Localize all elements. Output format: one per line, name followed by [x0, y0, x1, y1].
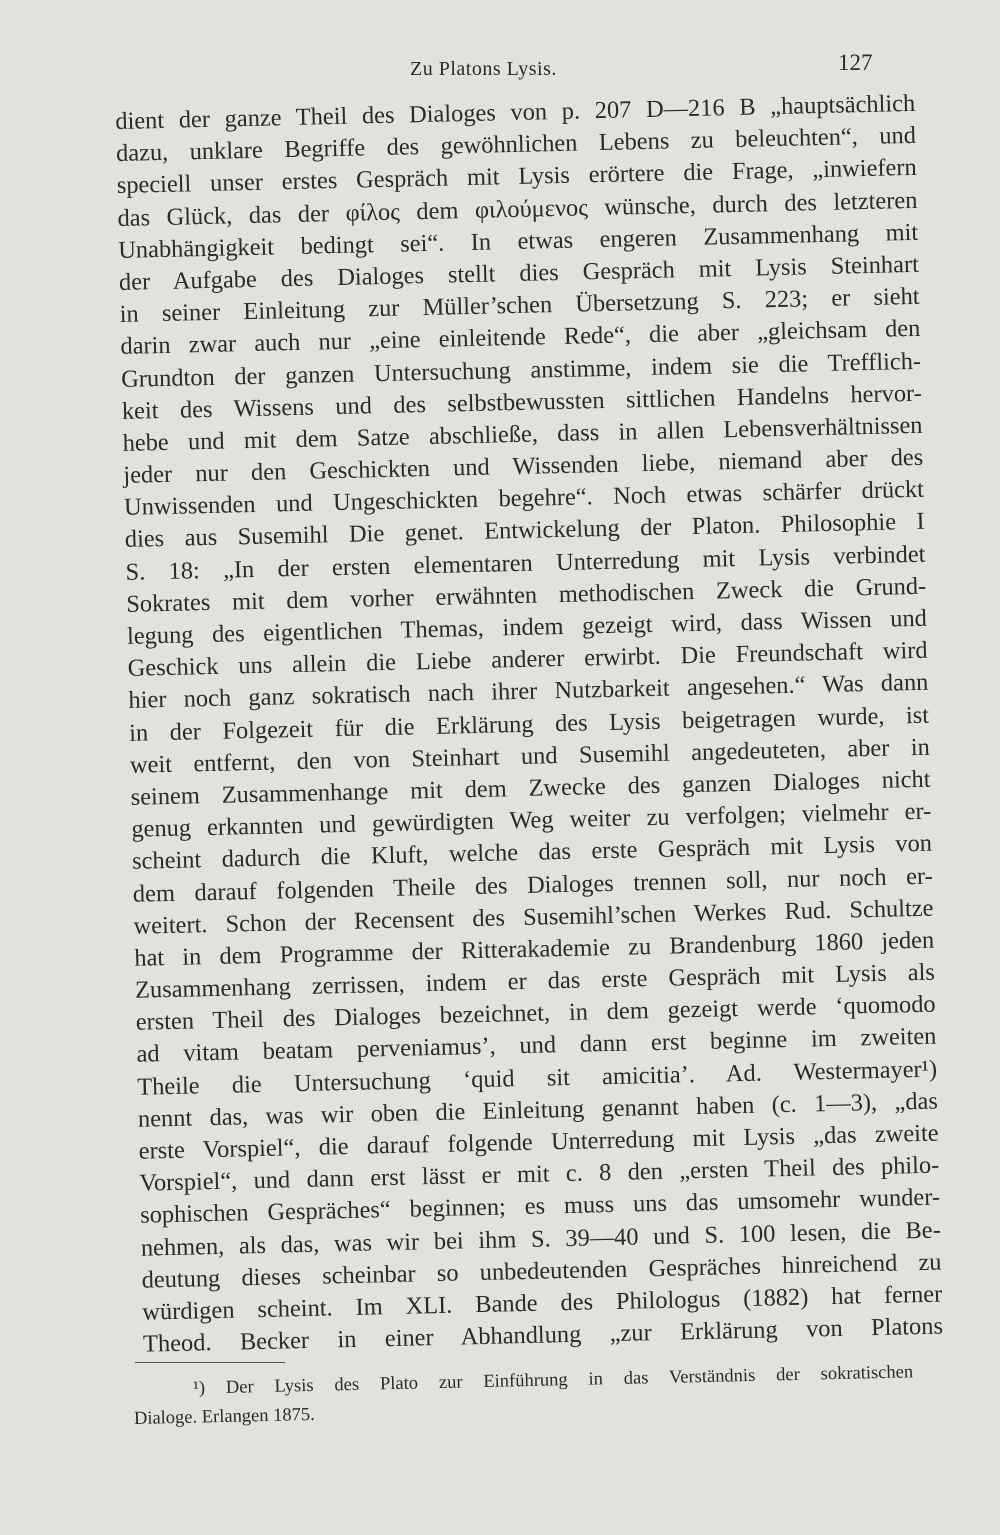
text-line: dient der ganze Theil des Dialoges von p. 207 D—216 B „hauptsächlich [115, 89, 916, 135]
text-line: jeder nur den Geschickten und Wissenden liebe, niemand aber des [123, 443, 924, 489]
text-line: Zusammenhang zerrissen, indem er das erste Gespräch mit Lysis als [134, 958, 936, 1004]
text-line: der Aufgabe des Dialoges stellt dies Gespräch mit Lysis Steinhart [118, 250, 920, 296]
page-header [0, 48, 1000, 88]
footnote-divider [135, 1362, 285, 1363]
footnote-line: Dialoge. Erlangen 1875. [133, 1404, 315, 1429]
text-line: nennt das, was wir oben die Einleitung genannt haben (c. 1—3), „das [137, 1087, 939, 1133]
text-line: würdigen scheint. Im XLI. Bande des Philologus (1882) hat ferner [142, 1280, 943, 1326]
text-line: S. 18: „In der ersten elementaren Unterredung mit Lysis verbindet [125, 540, 926, 586]
text-line: hat in dem Programme der Ritterakademie zu Brandenburg 1860 jeden [134, 926, 935, 972]
text-line: speciell unser erstes Gespräch mit Lysis erörtere die Frage, „inwiefern [116, 154, 917, 200]
page-number: 127 [838, 50, 873, 75]
text-line: Sokrates mit dem vorher erwähnten methodischen Zweck die Grund- [125, 572, 927, 618]
text-line: dazu, unklare Begriffe des gewöhnlichen Lebens zu beleuchten“, und [115, 122, 917, 168]
text-line: sophischen Gespräches“ beginnen; es muss uns das umsomehr wunder- [139, 1183, 941, 1230]
text-line: ersten Theil des Dialoges bezeichnet, in dem gezeigt werde ‘quomodo [135, 990, 936, 1037]
running-title: Zu Platons Lysis. [410, 58, 557, 80]
text-line: keit des Wissens und des selbstbewussten sittlichen Handelns hervor- [121, 379, 923, 425]
text-line: in der Folgezeit für die Erklärung des Lysis beigetragen wurde, ist [128, 701, 930, 747]
text-line: weitert. Schon der Recensent des Susemihl’schen Werkes Rud. Schultze [133, 894, 934, 940]
text-line: Vorspiel“, und dann erst lässt er mit c. 8 den „ersten Theil des philo- [139, 1151, 940, 1197]
text-line: Geschick uns allein die Liebe anderer erwirbt. Die Freundschaft wird [127, 636, 928, 683]
text-line: ad vitam beatam perveniamus’, und dann erst beginne im zweiten [136, 1023, 937, 1069]
footnote-line: ¹) Der Lysis des Plato zur Einführung in das Verständnis der sokratischen [193, 1362, 914, 1399]
text-line: Unabhängigkeit bedingt sei“. In etwas engeren Zusammenhang mit [117, 218, 919, 264]
text-line: Theod. Becker in einer Abhandlung „zur Erklärung von Platons [142, 1312, 944, 1358]
text-line: in seiner Einleitung zur Müller’schen Übersetzung S. 223; er sieht [119, 282, 920, 329]
text-line: legung des eigentlichen Themas, indem gezeigt wird, dass Wissen und [126, 604, 928, 650]
body-text [115, 88, 943, 1361]
text-line: Grundton der ganzen Untersuchung anstimme, indem sie die Trefflich- [120, 347, 922, 393]
text-line: seinem Zusammenhange mit dem Zwecke des ganzen Dialoges nicht [130, 765, 931, 811]
text-line: deutung dieses scheinbar so unbedeutenden Gespräches hinreichend zu [141, 1248, 942, 1294]
text-line: nehmen, als das, was wir bei ihm S. 39—40 und S. 100 lesen, die Be- [140, 1216, 942, 1262]
text-line: das Glück, das der φίλος dem φιλούμενος wünsche, durch des letzteren [117, 186, 918, 232]
text-line: hier noch ganz sokratisch nach ihrer Nutzbarkeit angesehen.“ Was dann [128, 669, 929, 715]
text-line: Theile die Untersuchung ‘quid sit amicitia’. Ad. Westermayer¹) [136, 1055, 938, 1101]
text-line: erste Vorspiel“, die darauf folgende Unterredung mit Lysis „das zweite [138, 1119, 939, 1165]
text-line: hebe und mit dem Satze abschließe, dass in allen Lebensverhältnissen [122, 411, 923, 457]
footnotes [133, 1358, 914, 1434]
text-line: weit entfernt, den von Steinhart und Susemihl angedeuteten, aber in [129, 733, 931, 779]
text-line: genug erkannten und gewürdigten Weg weiter zu verfolgen; vielmehr er- [131, 797, 932, 843]
text-line: dies aus Susemihl Die genet. Entwickelung der Platon. Philosophie I [124, 508, 925, 554]
text-line: Unwissenden und Ungeschickten begehre“. Noch etwas schärfer drückt [123, 476, 925, 522]
text-line: dem darauf folgenden Theile des Dialoges trennen soll, nur noch er- [132, 862, 933, 908]
text-line: scheint dadurch die Kluft, welche das erste Gespräch mit Lysis von [131, 829, 933, 876]
text-line: darin zwar auch nur „eine einleitende Rede“, die aber „gleichsam den [120, 315, 921, 361]
